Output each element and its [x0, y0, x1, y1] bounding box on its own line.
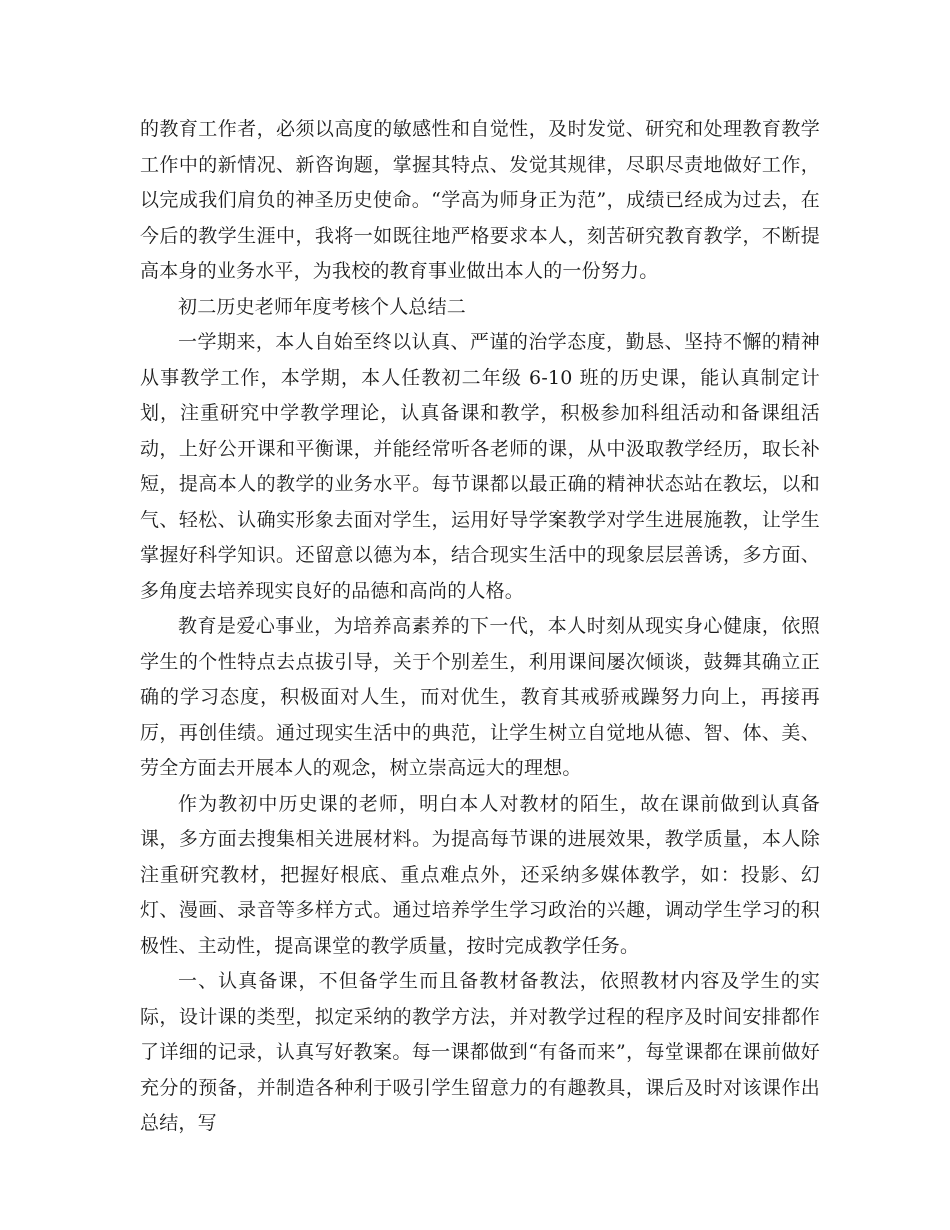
section-heading: 初二历史老师年度考核个人总结二 — [178, 295, 467, 318]
paragraph: 一学期来，本人自始至终以认真、严谨的治学态度，勤恳、坚持不懈的精神从事教学工作，本学期，本人任教初二年级 6-10 班的历史课，能认真制定计划，注重研究中学教学理论，认真备课和教学，积极参加科组活动和备课组活动，上好公开课和平衡课，并能经常听各老师的课，从中汲取教学经历，取长补短，提高本人的教学的业务水平。每节课都以最正确的精神状态站在教坛，以和气、轻松、认确实形象去面对学生，运用好导学案教学对学生进展施教，让学生掌握好科学知识。还留意以德为本，结合现实生活中的现象层层善诱，多方面、多角度去培养现实良好的品德和高尚的人格。 — [140, 331, 820, 602]
document-body — [140, 112, 820, 1142]
paragraph-continuation: 的教育工作者，必须以高度的敏感性和自觉性，及时发觉、研究和处理教育教学工作中的新情况、新咨询题，掌握其特点、发觉其规律，尽职尽责地做好工作，以完成我们肩负的神圣历史使命。“学高为师身正为范”，成绩已经成为过去，在今后的教学生涯中，我将一如既往地严格要求本人，刻苦研究教育教学，不断提高本身的业务水平，为我校的教育事业做出本人的一份努力。 — [140, 118, 820, 282]
paragraph: 一、认真备课，不但备学生而且备教材备教法，依照教材内容及学生的实际，设计课的类型，拟定采纳的教学方法，并对教学过程的程序及时间安排都作了详细的记录，认真写好教案。每一课都做到“有备而来”，每堂课都在课前做好充分的预备，并制造各种利于吸引学生留意力的有趣教具，课后及时对该课作出总结，写 — [140, 970, 820, 1134]
paragraph: 教育是爱心事业，为培养高素养的下一代，本人时刻从现实身心健康，依照学生的个性特点去点拔引导，关于个别差生，利用课间屡次倾谈，鼓舞其确立正确的学习态度，积极面对人生，而对优生，教育其戒骄戒躁努力向上，再接再厉，再创佳绩。通过现实生活中的典范，让学生树立自觉地从德、智、体、美、劳全方面去开展本人的观念，树立崇高远大的理想。 — [140, 615, 820, 779]
paragraph: 作为教初中历史课的老师，明白本人对教材的陌生，故在课前做到认真备课，多方面去搜集相关进展材料。为提高每节课的进展效果，教学质量，本人除注重研究教材，把握好根底、重点难点外，还采纳多媒体教学，如：投影、幻灯、漫画、录音等多样方式。通过培养学生学习政治的兴趣，调动学生学习的积极性、主动性，提高课堂的教学质量，按时完成教学任务。 — [140, 792, 820, 957]
